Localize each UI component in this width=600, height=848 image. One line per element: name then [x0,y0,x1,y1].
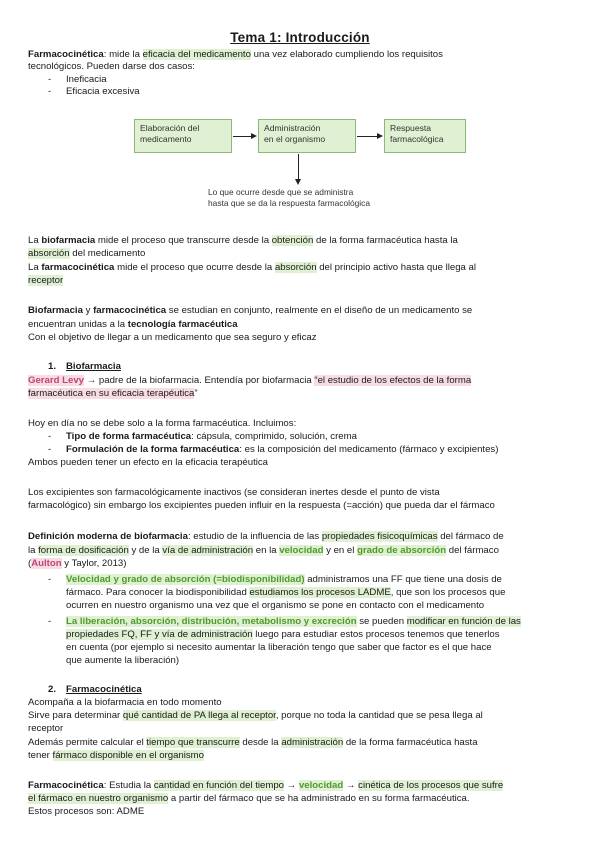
case-eficacia-excesiva: Eficacia excesiva [66,86,140,97]
ademas-line-1: Además permite calcular el tiempo que transcurre desde la administración de la forma farmacéutica hasta [28,737,478,748]
item-tipo-forma: Tipo de forma farmacéutica: cápsula, comprimido, solución, crema [66,431,357,442]
arrow-right-icon [377,133,383,139]
sirve-line-1: Sirve para determinar qué cantidad de PA llega al receptor, porque no toda la cantidad que se pesa llega al [28,710,483,721]
fc-estudia-line-1: Farmacocinética: Estudia la cantidad en función del tiempo → velocidad → cinética de los procesos que sufre [28,780,504,791]
ladme-item-line-1: La liberación, absorción, distribución, metabolismo y excreción se pueden modificar en función de las [66,616,521,627]
arrow-line [233,136,251,137]
velocidad-item-line-3: ocurren en nuestro organismo una vez que el organismo se pone en contacto con el medicamento [66,600,485,611]
ambos-line: Ambos pueden tener un efecto en la eficacia terapéutica [28,457,269,468]
acompana-line: Acompaña a la biofarmacia en todo momento [28,697,222,708]
bullet-dash: - [48,444,52,455]
arrow-down-icon [295,179,301,185]
section-1-number: 1. [48,361,57,372]
bullet-dash: - [48,574,52,585]
arrow-right-icon [251,133,257,139]
page-title: Tema 1: Introducción [230,30,370,45]
velocidad-item-line-1: Velocidad y grado de absorción (=biodisponibilidad) administramos una FF que tiene una dosis de [66,574,502,585]
diagram-box-text: Administración [264,123,321,133]
diagram-box-text: Respuesta [390,123,432,133]
biofarmacia-line-2: absorción del medicamento [28,248,146,259]
section-1-title: Biofarmacia [66,361,121,372]
conjunto-line-1: Biofarmacia y farmacocinética se estudian en conjunto, realmente en el diseño de un medicamento se [28,305,473,316]
diagram-box-text: en el organismo [264,134,326,144]
moderna-line-3: (Aulton y Taylor, 2013) [28,558,127,569]
farmacocinetica-definition-line-1: Farmacocinética: mide la eficacia del medicamento una vez elaborado cumpliendo los requisitos [28,49,443,60]
bullet-dash: - [48,431,52,442]
fc-estudia-line-3: Estos procesos son: ADME [28,806,145,817]
biofarmacia-line-1: La biofarmacia mide el proceso que transcurre desde la obtención de la forma farmacéutica hasta la [28,235,458,246]
excipientes-line-1: Los excipientes son farmacológicamente inactivos (se consideran inertes desde el punto de vista [28,487,440,498]
bullet-dash: - [48,86,52,97]
ladme-item-line-4: que aumente la liberación) [66,655,180,666]
farmacocinetica-line-2: receptor [28,275,64,286]
levy-line-1: Gerard Levy → padre de la biofarmacia. Entendía por biofarmacia “el estudio de los efectos de la forma [28,375,472,386]
ladme-item-line-2: propiedades FQ, FF y vía de administración luego para estudiar estos procesos tenemos que tenerlos [66,629,500,640]
sirve-line-2: receptor [28,723,64,734]
diagram-box-text: medicamento [140,134,192,144]
arrow-line [357,136,377,137]
arrow-line [298,154,299,180]
diagram-box-respuesta [384,119,466,153]
moderna-line-1: Definición moderna de biofarmacia: estudio de la influencia de las propiedades fisicoquímicas del fármaco de [28,531,504,542]
bullet-dash: - [48,616,52,627]
section-2-title: Farmacocinética [66,684,142,695]
diagram-note-line-2: hasta que se da la respuesta farmacológica [208,198,371,208]
velocidad-item-line-2: fármaco. Para conocer la biodisponibilidad estudiamos los procesos LADME, que son los procesos que [66,587,506,598]
case-ineficacia: Ineficacia [66,74,107,85]
moderna-line-2: la forma de dosificación y de la vía de administración en la velocidad y en el grado de absorción del fármaco [28,545,499,556]
diagram-box-elaboracion [134,119,232,153]
hoy-line: Hoy en día no se debe solo a la forma farmacéutica. Incluimos: [28,418,297,429]
ladme-item-line-3: en cuenta (por ejemplo si necesito aumentar la liberación tengo que saber que factor es el que hace [66,642,492,653]
diagram-box-text: farmacológica [390,134,444,144]
diagram-box-text: Elaboración del [140,123,200,133]
ademas-line-2: tener fármaco disponible en el organismo [28,750,204,761]
fc-estudia-line-2: el fármaco en nuestro organismo a partir del fármaco que se ha administrado en su forma farmacéutica. [28,793,470,804]
section-2-number: 2. [48,684,57,695]
bullet-dash: - [48,74,52,85]
diagram-note-line-1: Lo que ocurre desde que se administra [208,187,354,197]
diagram-box-administracion [258,119,356,153]
item-formulacion: Formulación de la forma farmacéutica: es la composición del medicamento (fármaco y excipientes) [66,444,499,455]
farmacocinetica-definition-line-2: tecnológicos. Pueden darse dos casos: [28,61,195,72]
levy-line-2: farmacéutica en su eficacia terapéutica” [28,388,198,399]
farmacocinetica-line-1: La farmacocinética mide el proceso que ocurre desde la absorción del principio activo hasta que llega al [28,262,477,273]
conjunto-line-2: encuentran unidas a la tecnología farmacéutica [28,319,238,330]
conjunto-line-3: Con el objetivo de llegar a un medicamento que sea seguro y eficaz [28,332,317,343]
excipientes-line-2: farmacológico) sin embargo los excipientes pueden influir en la respuesta (=acción) que pueda dar el fármaco [28,500,495,511]
